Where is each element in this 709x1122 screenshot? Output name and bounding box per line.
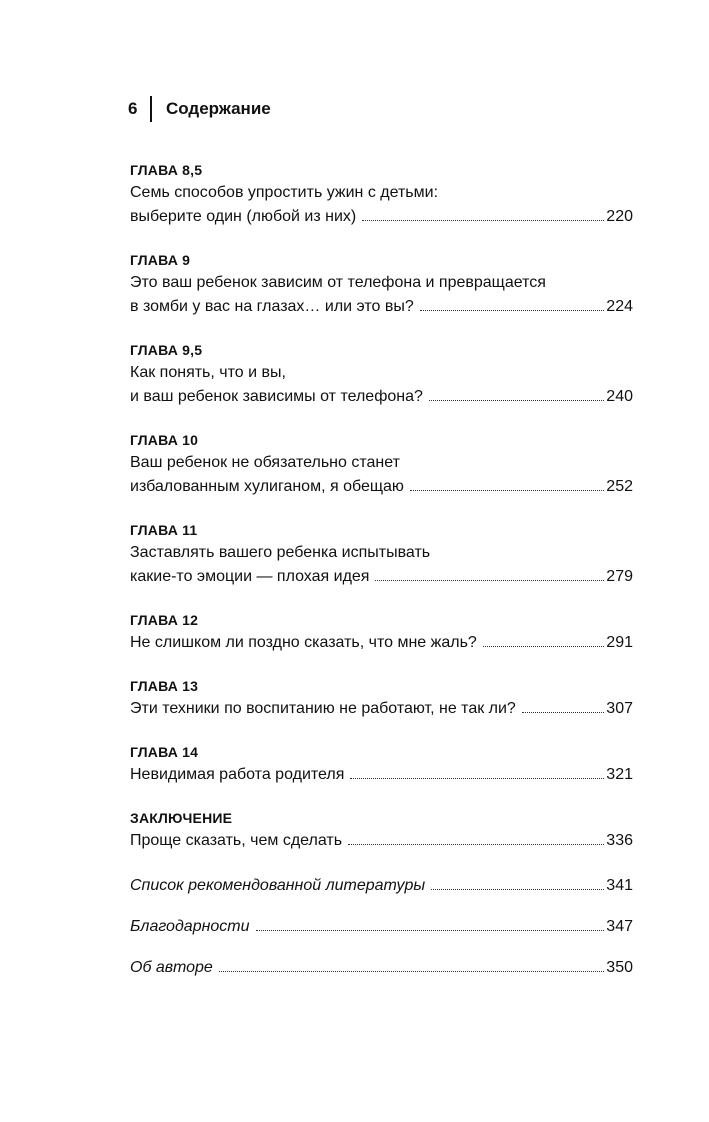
chapter-title-line: Как понять, что и вы, — [130, 364, 286, 381]
page-number: 6 — [128, 99, 138, 118]
chapter-label: ГЛАВА 13 — [130, 678, 199, 694]
chapter-label: ГЛАВА 9,5 — [130, 342, 203, 358]
chapter-title-last-line — [130, 763, 633, 787]
chapter-title-last-line — [130, 205, 633, 229]
chapter-page-number: 291 — [606, 634, 633, 651]
extra-page-number: 350 — [606, 959, 633, 976]
chapter-page-number: 307 — [606, 700, 633, 717]
toc-entry — [130, 610, 633, 655]
chapter-title-text: какие-то эмоции — плохая идея — [130, 568, 370, 585]
extra-title: Об авторе — [130, 959, 213, 976]
chapter-label: ГЛАВА 14 — [130, 744, 199, 760]
chapter-label: ГЛАВА 9 — [130, 252, 191, 268]
dot-leader — [420, 309, 605, 311]
chapter-page-number: 224 — [606, 298, 633, 315]
extra-page-number: 347 — [606, 918, 633, 935]
chapter-title-text: Эти техники по воспитанию не работают, не так ли? — [130, 700, 516, 717]
chapter-page-number: 336 — [606, 832, 633, 849]
chapter-page-number: 252 — [606, 478, 633, 495]
dot-leader — [256, 929, 605, 931]
chapter-label: ЗАКЛЮЧЕНИЕ — [130, 810, 233, 826]
extra-title: Список рекомендованной литературы — [130, 877, 426, 894]
chapter-title-last-line — [130, 565, 633, 589]
chapter-title-text: избалованным хулиганом, я обещаю — [130, 478, 404, 495]
chapter-title-last-line — [130, 697, 633, 721]
header-divider — [150, 96, 152, 122]
toc-entry — [130, 340, 633, 409]
toc-entry — [130, 250, 633, 319]
chapter-title-last-line — [130, 295, 633, 319]
dot-leader — [348, 843, 604, 845]
dot-leader — [350, 777, 604, 779]
dot-leader — [375, 579, 604, 581]
toc-entry — [130, 742, 633, 787]
chapter-title-text: Проще сказать, чем сделать — [130, 832, 343, 849]
chapter-label: ГЛАВА 10 — [130, 432, 199, 448]
chapter-label: ГЛАВА 12 — [130, 612, 199, 628]
chapter-title-text: в зомби у вас на глазах… или это вы? — [130, 298, 414, 315]
chapter-title-line: Заставлять вашего ребенка испытывать — [130, 544, 431, 561]
chapter-page-number: 279 — [606, 568, 633, 585]
toc-extra-entry — [130, 956, 633, 980]
chapter-title-line: Это ваш ребенок зависим от телефона и превращается — [130, 274, 546, 291]
toc-extra-entry — [130, 915, 633, 939]
chapter-label: ГЛАВА 8,5 — [130, 162, 203, 178]
toc-entry — [130, 676, 633, 721]
running-header — [128, 95, 271, 123]
table-of-contents — [130, 160, 633, 997]
chapter-title-text: и ваш ребенок зависимы от телефона? — [130, 388, 423, 405]
dot-leader — [362, 219, 604, 221]
dot-leader — [410, 489, 604, 491]
chapter-title-last-line — [130, 631, 633, 655]
chapter-label: ГЛАВА 11 — [130, 522, 198, 538]
chapter-page-number: 220 — [606, 208, 633, 225]
chapter-page-number: 321 — [606, 766, 633, 783]
toc-entry — [130, 160, 633, 229]
toc-entry — [130, 430, 633, 499]
chapter-title-last-line — [130, 385, 633, 409]
header-title: Содержание — [166, 99, 271, 118]
extra-page-number: 341 — [606, 877, 633, 894]
chapter-title-last-line — [130, 829, 633, 853]
toc-entry — [130, 808, 633, 853]
dot-leader — [431, 888, 604, 890]
chapter-title-last-line — [130, 475, 633, 499]
dot-leader — [429, 399, 604, 401]
chapter-title-text: Невидимая работа родителя — [130, 766, 345, 783]
chapter-title-text: выберите один (любой из них) — [130, 208, 357, 225]
chapter-title-line: Семь способов упростить ужин с детьми: — [130, 184, 439, 201]
extra-title: Благодарности — [130, 918, 250, 935]
dot-leader — [219, 970, 604, 972]
chapter-title-text: Не слишком ли поздно сказать, что мне жаль? — [130, 634, 477, 651]
chapter-page-number: 240 — [606, 388, 633, 405]
dot-leader — [522, 711, 604, 713]
toc-extra-entry — [130, 874, 633, 898]
dot-leader — [483, 645, 604, 647]
chapter-title-line: Ваш ребенок не обязательно станет — [130, 454, 400, 471]
toc-entry — [130, 520, 633, 589]
